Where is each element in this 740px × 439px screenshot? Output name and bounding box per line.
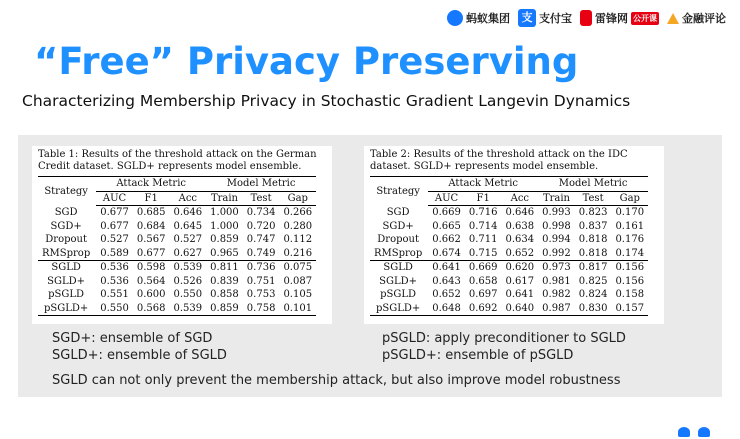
table2-col-header: AUC [428, 191, 465, 206]
table-cell: 0.539 [170, 261, 207, 275]
note-sgld-plus: SGLD+: ensemble of SGLD [52, 348, 227, 363]
table2-col-header: Train [538, 191, 575, 206]
table-cell: 0.652 [505, 247, 535, 259]
table-cell: 0.736 [243, 261, 280, 275]
table-row [38, 302, 316, 316]
table-cell: 1.000 [210, 207, 239, 218]
table-cell: 0.749 [246, 247, 276, 259]
table-cell: 0.720 [246, 220, 276, 232]
table-cell: 0.105 [283, 289, 313, 300]
table-row [370, 288, 648, 302]
table-cell: 0.101 [279, 302, 316, 316]
jinrong-logo [667, 10, 726, 26]
row-strategy: Dropout [45, 234, 87, 245]
row-strategy: pSGLD [380, 289, 417, 300]
table-cell: 0.539 [170, 302, 207, 316]
row-strategy: SGD [386, 206, 410, 218]
table-cell: 0.692 [465, 302, 502, 316]
table2-body [370, 206, 648, 316]
slide-title: “Free” Privacy Preserving [34, 40, 579, 83]
table-row [370, 233, 648, 247]
table-cell: 0.158 [615, 289, 645, 300]
table1-col-header: Acc [170, 191, 207, 206]
table-cell: 0.641 [505, 289, 535, 300]
slide-subtitle: Characterizing Membership Privacy in Stochastic Gradient Langevin Dynamics [22, 92, 631, 110]
table-cell: 0.174 [615, 247, 645, 259]
row-strategy: SGLD+ [379, 275, 418, 287]
table-cell: 0.839 [210, 275, 239, 287]
table-cell: 0.648 [428, 302, 465, 316]
table-cell: 0.527 [173, 234, 203, 245]
table-cell: 0.280 [283, 220, 313, 232]
table-cell: 0.087 [283, 275, 313, 287]
header-logos [447, 6, 726, 30]
table-cell: 0.176 [615, 234, 645, 245]
note-psgld: pSGLD: apply preconditioner to SGLD [382, 331, 626, 346]
table-cell: 0.751 [246, 275, 276, 287]
table-cell: 0.646 [505, 207, 535, 218]
ant-group-label: 蚂蚁集团 [466, 12, 510, 25]
table-cell: 0.157 [611, 302, 648, 316]
table-cell: 0.646 [173, 207, 203, 218]
row-strategy: SGD+ [382, 220, 414, 232]
table-cell: 0.823 [578, 207, 608, 218]
table-cell: 0.620 [502, 261, 539, 275]
table-cell: 0.662 [432, 234, 461, 245]
table-cell: 0.981 [542, 275, 571, 287]
table-cell: 0.669 [432, 207, 461, 218]
table-cell: 0.640 [502, 302, 539, 316]
leifeng-icon [580, 10, 592, 26]
table-cell: 0.112 [283, 234, 313, 245]
table-cell: 0.747 [246, 234, 276, 245]
row-strategy: SGLD [370, 261, 428, 275]
table-cell: 0.075 [279, 261, 316, 275]
table-cell: 0.658 [468, 275, 498, 287]
row-strategy: SGLD+ [47, 275, 86, 287]
table-cell: 0.550 [96, 302, 133, 316]
table-cell: 0.564 [136, 275, 166, 287]
table-row [370, 247, 648, 261]
note-sgd-plus: SGD+: ensemble of SGD [52, 331, 213, 346]
table-cell: 0.634 [505, 234, 535, 245]
row-strategy: pSGLD+ [370, 302, 428, 316]
jinrong-icon [667, 13, 679, 24]
table-cell: 0.716 [468, 207, 498, 218]
table-cell: 1.000 [210, 220, 239, 232]
table-cell: 0.684 [136, 220, 166, 232]
table-cell: 0.817 [575, 261, 612, 275]
table2-container [364, 146, 664, 324]
table-row [370, 206, 648, 220]
table-cell: 0.669 [465, 261, 502, 275]
row-strategy: SGD+ [50, 220, 82, 232]
table-cell: 0.818 [578, 247, 608, 259]
table-row [38, 206, 316, 220]
table-cell: 0.170 [615, 207, 645, 218]
row-strategy: pSGLD [48, 289, 85, 300]
table-cell: 0.161 [615, 220, 645, 232]
row-strategy: RMSprop [374, 247, 423, 259]
table-row [38, 288, 316, 302]
table-cell: 0.758 [243, 302, 280, 316]
alipay-logo [518, 9, 572, 27]
table-cell: 0.567 [136, 234, 166, 245]
summary-text: SGLD can not only prevent the membership attack, but also improve model robustness [52, 373, 621, 388]
table-cell: 0.825 [578, 275, 608, 287]
table1-attack-group: Attack Metric [96, 177, 206, 192]
table-cell: 0.266 [283, 207, 313, 218]
table-cell: 0.994 [542, 234, 571, 245]
leifeng-tag: 公开课 [633, 13, 657, 23]
table2-model-group: Model Metric [538, 177, 648, 192]
table-cell: 0.837 [578, 220, 608, 232]
table1-model-group: Model Metric [206, 177, 316, 192]
table-cell: 0.627 [173, 247, 203, 259]
table-row [370, 302, 648, 316]
table-cell: 0.617 [505, 275, 535, 287]
table-cell: 0.992 [542, 247, 571, 259]
table-cell: 0.526 [173, 275, 203, 287]
table-cell: 0.824 [578, 289, 608, 300]
table-cell: 0.811 [206, 261, 243, 275]
table-cell: 0.216 [283, 247, 313, 259]
table-cell: 0.677 [100, 207, 129, 218]
ant-mascot-icon [678, 427, 690, 437]
table-cell: 0.859 [210, 234, 239, 245]
table1-col-header: Train [206, 191, 243, 206]
table-cell: 0.645 [173, 220, 203, 232]
table-cell: 0.677 [100, 220, 129, 232]
table-cell: 0.973 [538, 261, 575, 275]
table-cell: 0.550 [173, 289, 203, 300]
table-cell: 0.715 [468, 247, 498, 259]
table1-body [38, 206, 316, 316]
table1-col-header: Test [243, 191, 280, 206]
jinrong-label: 金融评论 [682, 12, 726, 25]
table-row [370, 275, 648, 289]
table2-col-header: Acc [502, 191, 539, 206]
table-cell: 0.652 [432, 289, 461, 300]
table-row [370, 261, 648, 275]
table-row [38, 247, 316, 261]
table-cell: 0.753 [246, 289, 276, 300]
table2-col-header: Test [575, 191, 612, 206]
footer-decoration [678, 427, 710, 437]
alipay-label: 支付宝 [539, 12, 572, 25]
table2-caption: Table 2: Results of the threshold attack on the IDC dataset. SGLD+ represents model ensemble. [370, 149, 628, 172]
table-row [370, 220, 648, 234]
table-cell: 0.536 [100, 275, 129, 287]
table1-caption: Table 1: Results of the threshold attack on the German Credit dataset. SGLD+ represents model ensemble. [38, 149, 317, 172]
table1-col-header: Gap [279, 191, 316, 206]
table-cell: 0.638 [505, 220, 535, 232]
table-cell: 0.598 [133, 261, 170, 275]
table1-col-header: F1 [133, 191, 170, 206]
table1 [38, 176, 316, 316]
ant-group-logo [447, 10, 510, 26]
table-cell: 0.711 [468, 234, 498, 245]
table-cell: 0.527 [100, 234, 129, 245]
table-cell: 0.551 [100, 289, 129, 300]
row-strategy: Dropout [377, 234, 419, 245]
table2-col-header: F1 [465, 191, 502, 206]
row-strategy: RMSprop [42, 247, 91, 259]
table-cell: 0.987 [538, 302, 575, 316]
table2-strategy-header: Strategy [370, 177, 428, 206]
ant-mascot-icon [698, 427, 710, 437]
table-cell: 0.156 [611, 261, 648, 275]
row-strategy: SGLD [38, 261, 96, 275]
table2-col-header: Gap [611, 191, 648, 206]
table-cell: 0.674 [432, 247, 461, 259]
table-cell: 0.998 [542, 220, 571, 232]
table2 [370, 176, 648, 316]
table-cell: 0.818 [578, 234, 608, 245]
table-cell: 0.677 [136, 247, 166, 259]
table-row [38, 261, 316, 275]
leifeng-logo [580, 10, 659, 26]
table-cell: 0.589 [100, 247, 129, 259]
leifeng-label: 雷锋网 [595, 12, 628, 25]
table-cell: 0.697 [468, 289, 498, 300]
table1-col-header: AUC [96, 191, 133, 206]
note-psgld-plus: pSGLD+: ensemble of pSGLD [382, 348, 574, 363]
table2-attack-group: Attack Metric [428, 177, 538, 192]
table-cell: 0.568 [133, 302, 170, 316]
table-cell: 0.665 [432, 220, 461, 232]
alipay-icon: 支 [518, 9, 536, 27]
table-cell: 0.536 [96, 261, 133, 275]
table-cell: 0.156 [615, 275, 645, 287]
row-strategy: SGD [54, 206, 78, 218]
table-cell: 0.643 [432, 275, 461, 287]
table-cell: 0.965 [210, 247, 239, 259]
table-row [38, 275, 316, 289]
table-cell: 0.859 [206, 302, 243, 316]
table1-strategy-header: Strategy [38, 177, 96, 206]
ant-icon [447, 10, 463, 26]
table-cell: 0.600 [136, 289, 166, 300]
table-cell: 0.714 [468, 220, 498, 232]
table-cell: 0.685 [136, 207, 166, 218]
row-strategy: pSGLD+ [38, 302, 96, 316]
table-cell: 0.993 [542, 207, 571, 218]
table-cell: 0.982 [542, 289, 571, 300]
table-cell: 0.734 [246, 207, 276, 218]
table-row [38, 220, 316, 234]
table-cell: 0.858 [210, 289, 239, 300]
table-row [38, 233, 316, 247]
table-cell: 0.641 [428, 261, 465, 275]
table-cell: 0.830 [575, 302, 612, 316]
table1-container [32, 146, 332, 324]
